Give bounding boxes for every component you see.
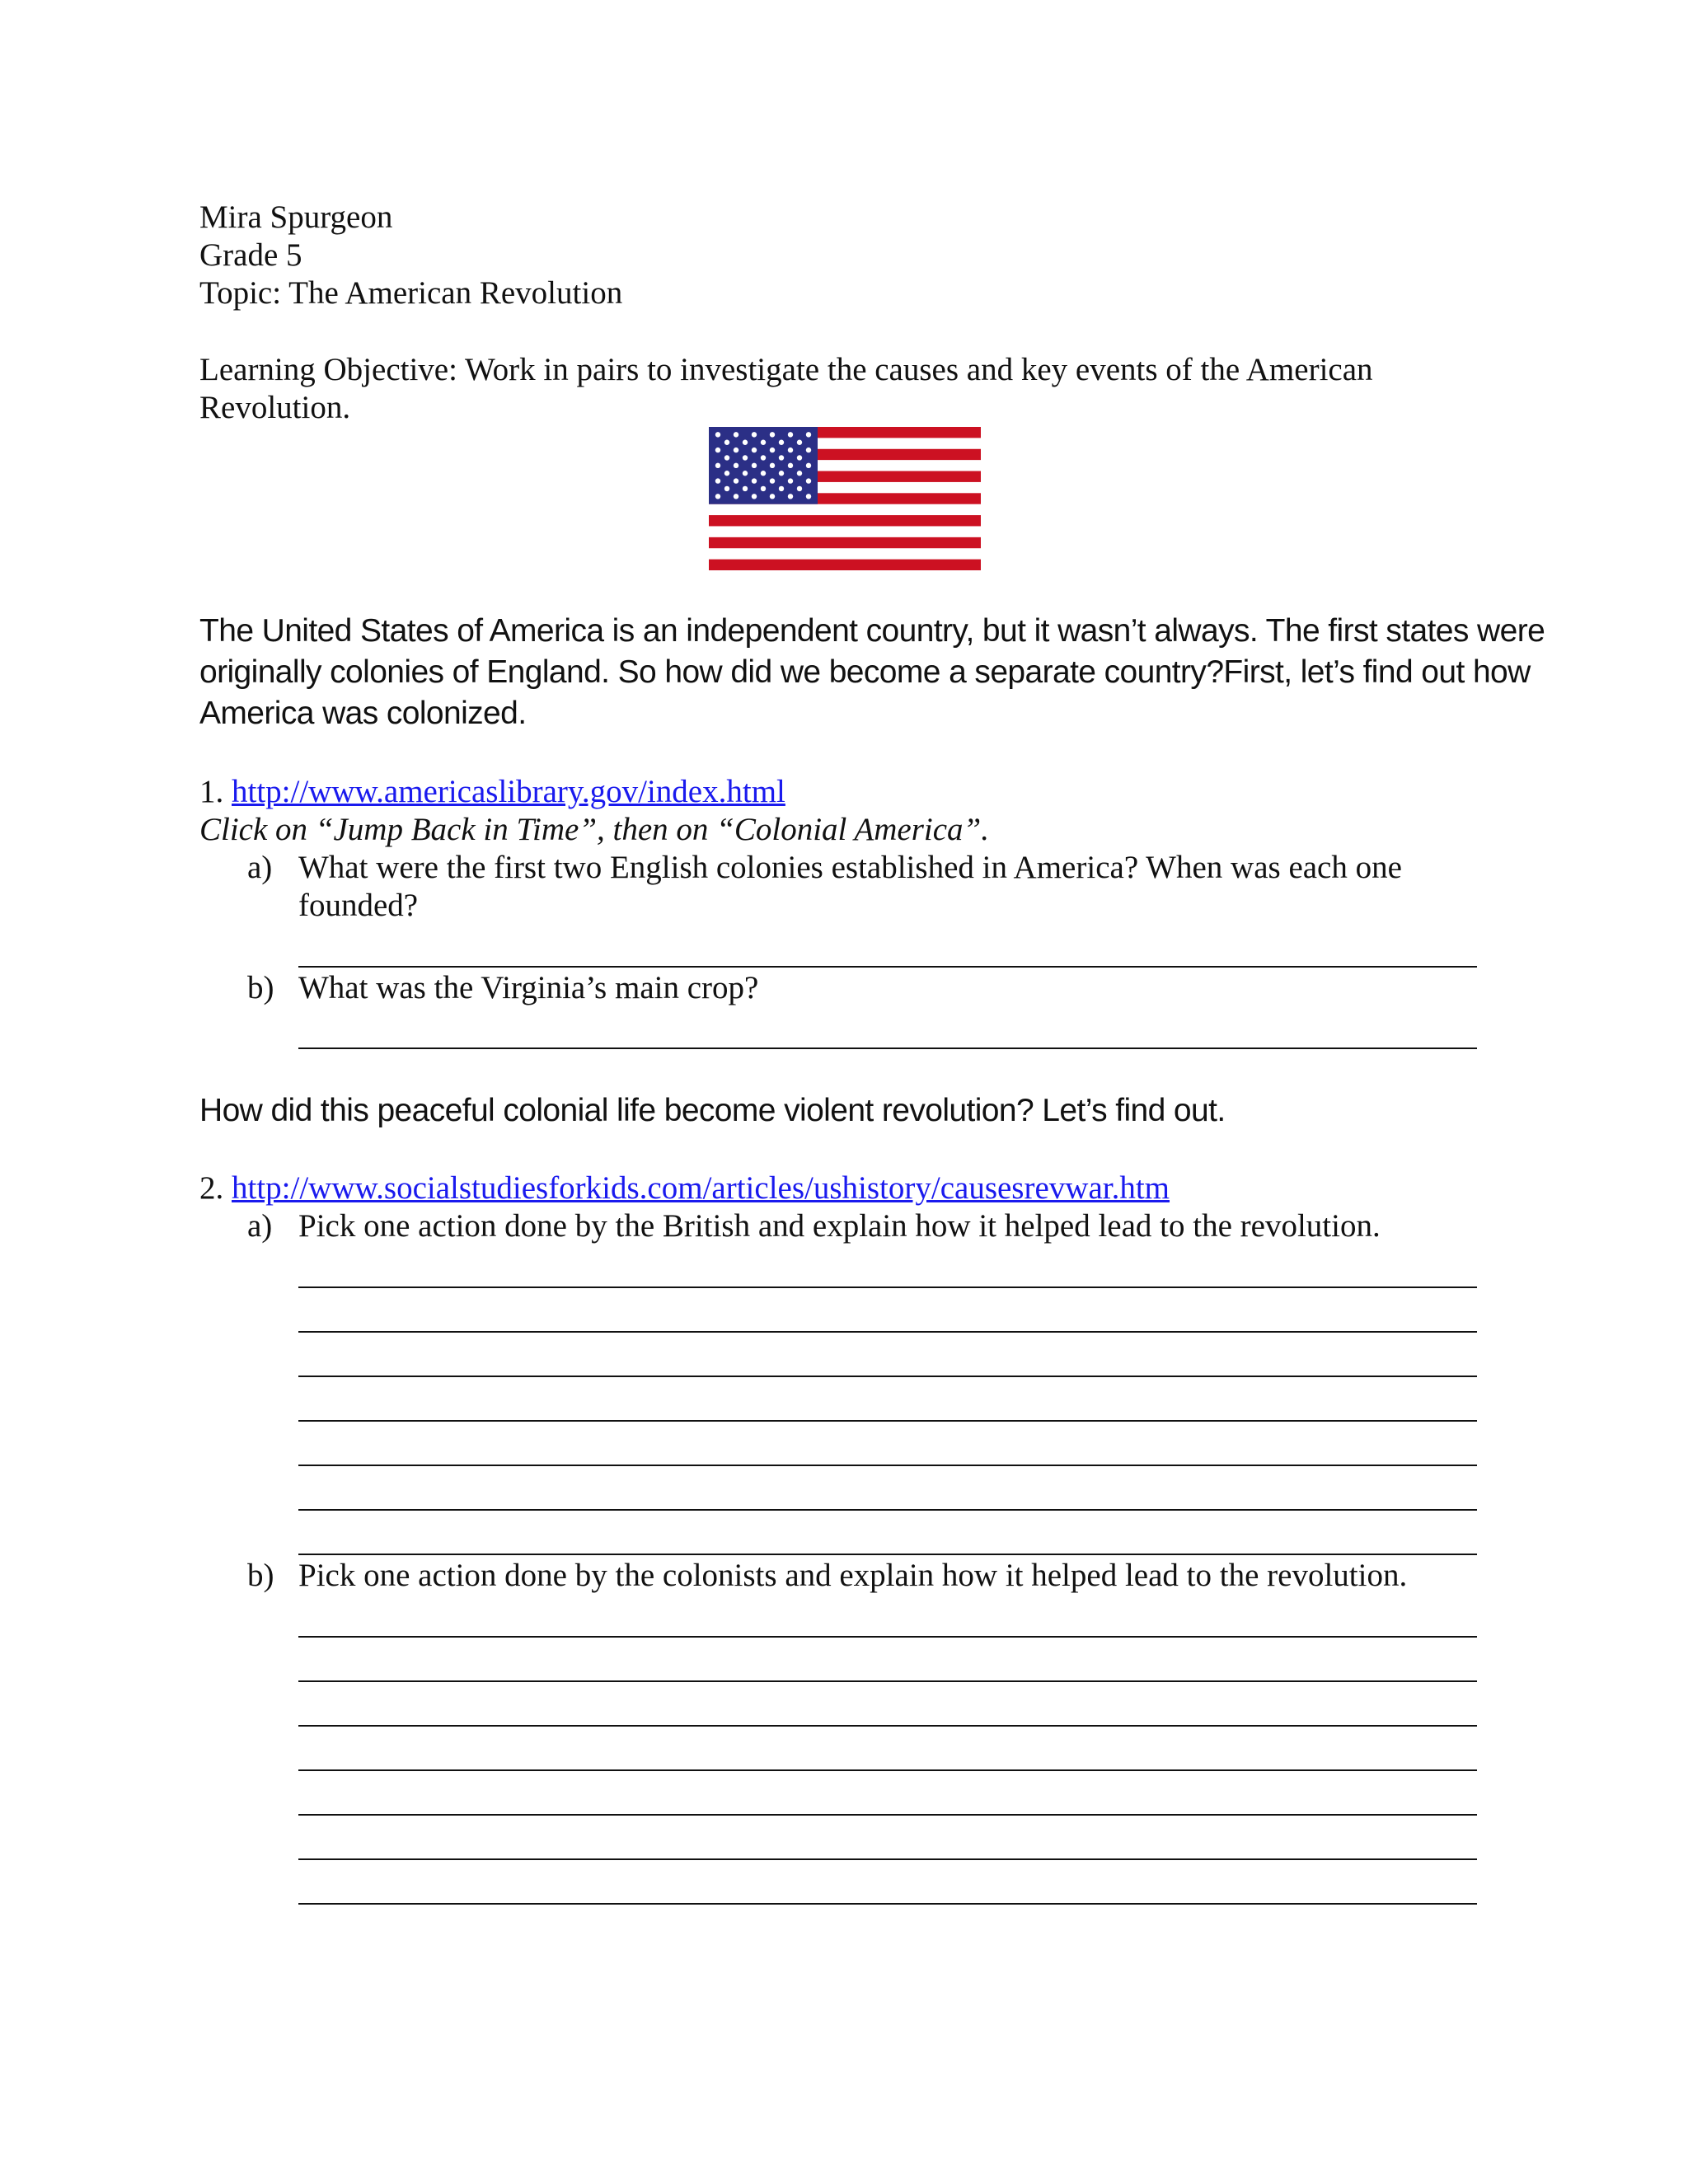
question-2a-marker: a) — [247, 1208, 273, 1244]
flag-star — [797, 440, 802, 445]
flag-star — [779, 455, 784, 460]
answer-line-2a[interactable] — [298, 1465, 1477, 1466]
question-1a-line-2: founded? — [298, 888, 419, 923]
answer-line-2b[interactable] — [298, 1769, 1477, 1771]
flag-star — [743, 486, 748, 491]
flag-star — [806, 448, 811, 452]
flag-star — [715, 478, 720, 483]
flag-star — [715, 463, 720, 468]
flag-stripe — [709, 515, 981, 527]
flag-star — [797, 455, 802, 460]
section-2-link[interactable]: http://www.socialstudiesforkids.com/articles/ushistory/causesrevwar.htm — [232, 1170, 1170, 1206]
answer-line-2b[interactable] — [298, 1814, 1477, 1816]
flag-star — [724, 455, 729, 460]
flag-stripe — [709, 504, 981, 516]
answer-line-2b[interactable] — [298, 1680, 1477, 1682]
flag-star — [770, 494, 775, 499]
section-1-number: 1. — [199, 774, 232, 809]
flag-star — [743, 440, 748, 445]
flag-star — [770, 448, 775, 452]
objective-line-2: Revolution. — [199, 390, 351, 425]
flag-star — [761, 455, 766, 460]
flag-star — [779, 486, 784, 491]
flag-star — [752, 448, 757, 452]
intro-line-3: America was colonized. — [199, 696, 527, 731]
flag-star — [788, 448, 793, 452]
flag-star — [797, 471, 802, 476]
question-1b-text: What was the Virginia’s main crop? — [298, 970, 759, 1005]
flag-star — [761, 486, 766, 491]
flag-star — [788, 494, 793, 499]
flag-star — [779, 471, 784, 476]
section-2-heading — [199, 1169, 1170, 1207]
answer-line-2b[interactable] — [298, 1725, 1477, 1727]
grade-label: Grade 5 — [199, 237, 302, 273]
section-1-instruction: Click on “Jump Back in Time”, then on “Colonial America”. — [199, 812, 989, 847]
flag-stripe — [709, 526, 981, 537]
flag-star — [788, 463, 793, 468]
flag-star — [724, 486, 729, 491]
flag-star — [806, 432, 811, 437]
topic-label: Topic: The American Revolution — [199, 275, 623, 311]
question-2a-text: Pick one action done by the British and explain how it helped lead to the revolution. — [298, 1208, 1381, 1244]
answer-line-1a[interactable] — [298, 966, 1477, 968]
transition-text: How did this peaceful colonial life become violent revolution? Let’s find out. — [199, 1093, 1226, 1128]
flag-star — [743, 471, 748, 476]
flag-star — [724, 440, 729, 445]
question-2b-marker: b) — [247, 1558, 274, 1593]
answer-line-1b[interactable] — [298, 1047, 1477, 1049]
intro-line-2: originally colonies of England. So how did we become a separate country?First, let’s find out how — [199, 654, 1531, 690]
flag-canton — [709, 427, 818, 504]
flag-star — [715, 432, 720, 437]
flag-star — [770, 478, 775, 483]
american-flag-image — [709, 427, 981, 570]
flag-star — [734, 478, 738, 483]
flag-star — [734, 448, 738, 452]
flag-star — [752, 478, 757, 483]
student-name: Mira Spurgeon — [199, 199, 393, 235]
flag-star — [761, 440, 766, 445]
flag-star — [761, 471, 766, 476]
answer-line-2a[interactable] — [298, 1420, 1477, 1422]
flag-star — [806, 494, 811, 499]
answer-line-2b[interactable] — [298, 1636, 1477, 1638]
flag-stripe — [709, 548, 981, 560]
section-2-number: 2. — [199, 1170, 232, 1206]
question-1a-line-1: What were the first two English colonies established in America? When was each one — [298, 850, 1402, 885]
flag-star — [806, 463, 811, 468]
answer-line-2a[interactable] — [298, 1554, 1477, 1555]
flag-star — [743, 455, 748, 460]
flag-star — [752, 463, 757, 468]
flag-star — [788, 478, 793, 483]
flag-star — [752, 494, 757, 499]
flag-star — [788, 432, 793, 437]
answer-line-2a[interactable] — [298, 1509, 1477, 1511]
question-1b-marker: b) — [247, 970, 274, 1005]
answer-line-2a[interactable] — [298, 1376, 1477, 1377]
answer-line-2a[interactable] — [298, 1286, 1477, 1288]
flag-stripe — [709, 560, 981, 570]
flag-star — [779, 440, 784, 445]
flag-star — [734, 463, 738, 468]
flag-star — [715, 448, 720, 452]
flag-star — [734, 432, 738, 437]
flag-stripe — [709, 537, 981, 549]
question-2b-text: Pick one action done by the colonists and explain how it helped lead to the revolution. — [298, 1558, 1408, 1593]
flag-star — [752, 432, 757, 437]
answer-line-2b[interactable] — [298, 1858, 1477, 1860]
section-1-heading — [199, 772, 785, 811]
flag-star — [770, 463, 775, 468]
flag-star — [806, 478, 811, 483]
objective-line-1: Learning Objective: Work in pairs to investigate the causes and key events of the American — [199, 352, 1373, 387]
flag-star — [715, 494, 720, 499]
answer-line-2b[interactable] — [298, 1903, 1477, 1905]
intro-line-1: The United States of America is an independent country, but it wasn’t always. The first states were — [199, 613, 1545, 649]
question-1a-marker: a) — [247, 850, 273, 885]
section-1-link[interactable]: http://www.americaslibrary.gov/index.html — [232, 774, 785, 809]
flag-star — [770, 432, 775, 437]
flag-star — [724, 471, 729, 476]
flag-star — [797, 486, 802, 491]
answer-line-2a[interactable] — [298, 1331, 1477, 1333]
flag-star — [734, 494, 738, 499]
